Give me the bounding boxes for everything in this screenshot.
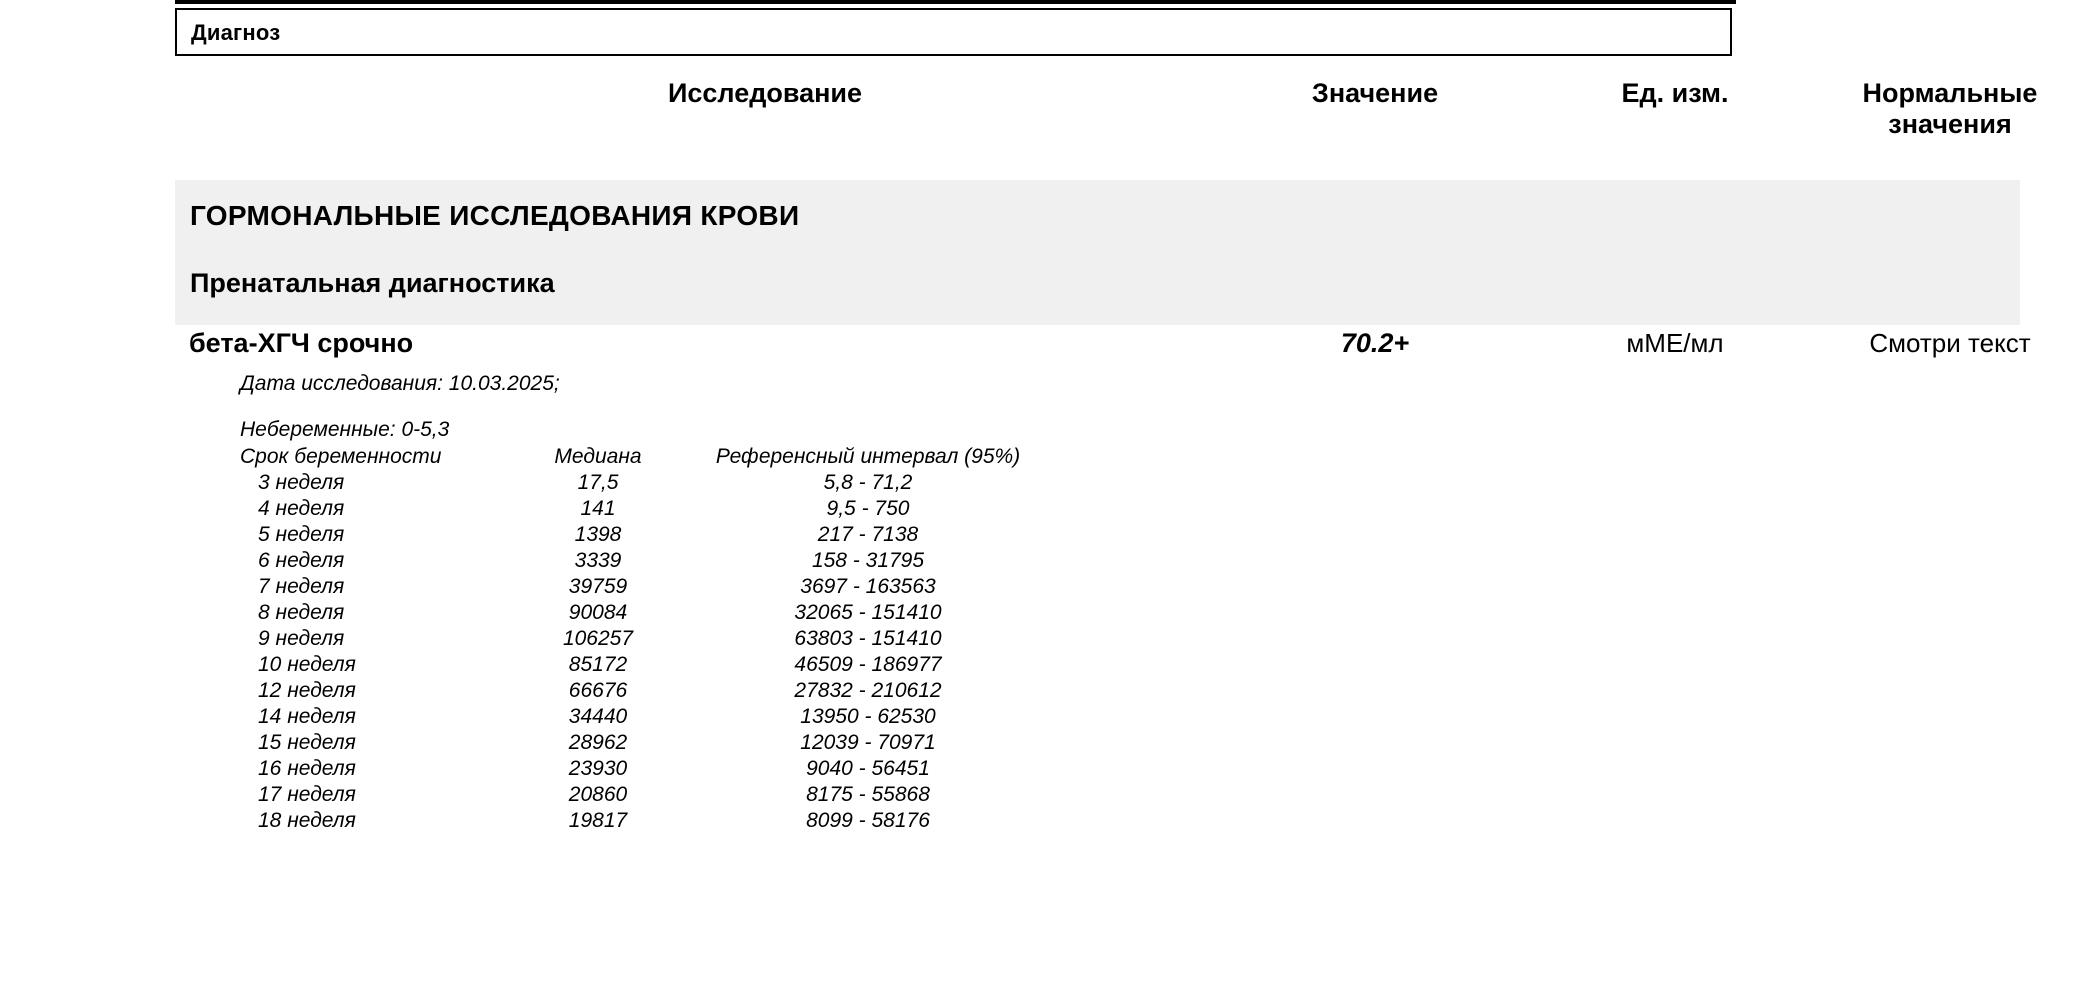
table-row bbox=[240, 496, 1038, 522]
reference-cell-interval: 32065 - 151410 bbox=[794, 601, 942, 624]
reference-cell-term: 12 неделя bbox=[258, 679, 356, 702]
reference-cell-interval: 217 - 7138 bbox=[817, 523, 919, 546]
section-subtitle: Пренатальная диагностика bbox=[190, 268, 555, 298]
column-header-research: Исследование bbox=[667, 78, 863, 108]
table-row bbox=[240, 626, 1038, 652]
reference-cell-median: 20860 bbox=[568, 783, 628, 806]
reference-cell-median: 39759 bbox=[568, 575, 628, 598]
reference-cell-term: 15 неделя bbox=[258, 731, 356, 754]
table-row bbox=[240, 808, 1038, 834]
diagnosis-box bbox=[175, 8, 1732, 56]
reference-cell-interval: 8175 - 55868 bbox=[806, 783, 930, 806]
reference-cell-median: 90084 bbox=[568, 601, 628, 624]
reference-cell-interval: 9,5 - 750 bbox=[826, 497, 910, 520]
result-name: бета-ХГЧ срочно bbox=[189, 328, 414, 358]
section-band bbox=[175, 180, 2020, 325]
reference-cell-term: 14 неделя bbox=[258, 705, 356, 728]
table-row bbox=[240, 678, 1038, 704]
reference-cell-median: 66676 bbox=[568, 679, 628, 702]
reference-table-header-row bbox=[240, 444, 1038, 470]
reference-cell-interval: 3697 - 163563 bbox=[800, 575, 936, 598]
reference-cell-interval: 8099 - 58176 bbox=[806, 809, 930, 832]
reference-cell-median: 85172 bbox=[568, 653, 628, 676]
reference-header-median: Медиана bbox=[554, 445, 642, 468]
reference-cell-median: 3339 bbox=[574, 549, 622, 572]
table-row bbox=[240, 574, 1038, 600]
table-row bbox=[175, 328, 2031, 372]
reference-cell-interval: 158 - 31795 bbox=[811, 549, 925, 572]
column-header-units: Ед. изм. bbox=[1621, 78, 1729, 108]
table-row bbox=[240, 652, 1038, 678]
reference-cell-term: 8 неделя bbox=[258, 601, 345, 624]
reference-cell-term: 18 неделя bbox=[258, 809, 356, 832]
reference-cell-term: 4 неделя bbox=[258, 497, 345, 520]
result-value: 70.2+ bbox=[1340, 328, 1410, 358]
reference-cell-median: 19817 bbox=[568, 809, 628, 832]
reference-cell-interval: 13950 - 62530 bbox=[800, 705, 936, 728]
reference-cell-interval: 5,8 - 71,2 bbox=[823, 471, 913, 494]
reference-cell-median: 17,5 bbox=[577, 471, 619, 494]
table-row bbox=[240, 470, 1038, 496]
reference-header-interval: Референсный интервал (95%) bbox=[715, 445, 1021, 468]
result-units: мМЕ/мл bbox=[1626, 328, 1724, 358]
table-row bbox=[240, 600, 1038, 626]
result-date: Дата исследования: 10.03.2025; bbox=[240, 372, 560, 395]
reference-cell-term: 3 неделя bbox=[258, 471, 345, 494]
reference-cell-interval: 63803 - 151410 bbox=[794, 627, 942, 650]
table-row bbox=[240, 548, 1038, 574]
table-row bbox=[240, 522, 1038, 548]
reference-cell-median: 1398 bbox=[574, 523, 622, 546]
reference-cell-term: 16 неделя bbox=[258, 757, 356, 780]
reference-cell-term: 6 неделя bbox=[258, 549, 345, 572]
reference-cell-median: 106257 bbox=[562, 627, 634, 650]
reference-table-body bbox=[240, 470, 1038, 834]
reference-cell-term: 7 неделя bbox=[258, 575, 345, 598]
reference-header-term: Срок беременности bbox=[240, 445, 442, 468]
diagnosis-label: Диагноз bbox=[191, 20, 281, 45]
reference-cell-interval: 9040 - 56451 bbox=[806, 757, 930, 780]
section-title: ГОРМОНАЛЬНЫЕ ИССЛЕДОВАНИЯ КРОВИ bbox=[190, 200, 800, 231]
table-row bbox=[240, 704, 1038, 730]
reference-cell-median: 23930 bbox=[568, 757, 628, 780]
reference-cell-interval: 27832 - 210612 bbox=[794, 679, 942, 702]
reference-cell-median: 34440 bbox=[568, 705, 628, 728]
table-row bbox=[240, 730, 1038, 756]
reference-cell-median: 28962 bbox=[568, 731, 628, 754]
column-header-value: Значение bbox=[1311, 78, 1439, 108]
nonpregnant-note: Небеременные: 0-5,3 bbox=[240, 418, 450, 441]
reference-cell-term: 5 неделя bbox=[258, 523, 345, 546]
table-row bbox=[240, 756, 1038, 782]
reference-cell-interval: 12039 - 70971 bbox=[800, 731, 936, 754]
reference-interval-table bbox=[240, 444, 1038, 834]
reference-cell-term: 10 неделя bbox=[258, 653, 356, 676]
reference-cell-median: 141 bbox=[580, 497, 616, 520]
column-headers bbox=[175, 78, 2038, 146]
table-row bbox=[240, 782, 1038, 808]
column-header-normal-values: Нормальные значения bbox=[1862, 78, 2038, 140]
reference-cell-interval: 46509 - 186977 bbox=[794, 653, 942, 676]
result-normal-values: Смотри текст bbox=[1869, 328, 2031, 358]
top-divider bbox=[175, 0, 1736, 4]
reference-cell-term: 9 неделя bbox=[258, 627, 345, 650]
reference-cell-term: 17 неделя bbox=[258, 783, 356, 806]
